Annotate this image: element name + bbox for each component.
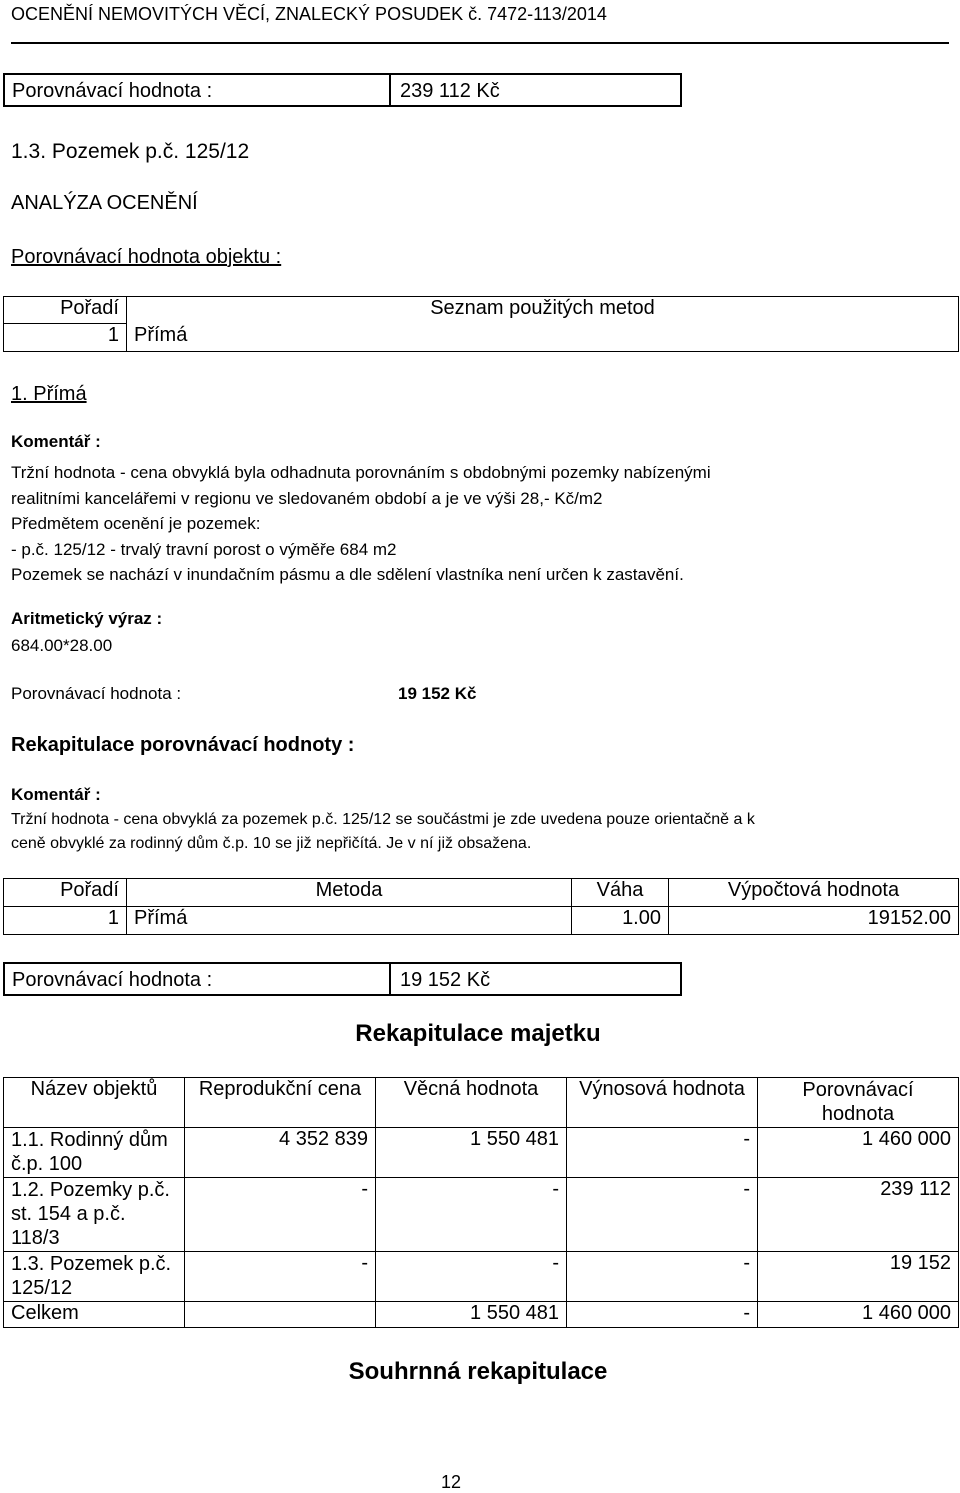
table-row [4, 1178, 959, 1252]
comment-line: realitními kancelářemi v regionu ve sledovaném období a je ve výši 28,- Kč/m2 [11, 488, 603, 508]
prop-total-repro [185, 1302, 376, 1328]
method-result-value: 19 152 Kč [398, 684, 477, 703]
methods-table [3, 296, 959, 352]
top-value-label: Porovnávací hodnota : [12, 80, 213, 102]
prop-row-vynos: - [567, 1252, 758, 1302]
top-value-amount: 239 112 Kč [400, 80, 500, 102]
prop-col-repro: Reprodukční cena [185, 1078, 376, 1128]
prop-col-vynos: Výnosová hodnota [567, 1078, 758, 1128]
table-row [4, 1252, 959, 1302]
recap-col-order: Pořadí [4, 879, 127, 907]
prop-total-vecna: 1 550 481 [376, 1302, 567, 1328]
recap-col-method: Metoda [127, 879, 572, 907]
prop-row-name: 1.1. Rodinný dům č.p. 100 [4, 1128, 185, 1178]
recap-heading: Rekapitulace porovnávací hodnoty : [11, 734, 355, 756]
recap-row-order: 1 [4, 907, 127, 935]
prop-total-vynos: - [567, 1302, 758, 1328]
table-row [4, 907, 959, 935]
prop-row-vecna: - [376, 1178, 567, 1252]
prop-total-porov: 1 460 000 [758, 1302, 959, 1328]
prop-row-vynos: - [567, 1128, 758, 1178]
prop-row-name: 1.2. Pozemky p.č. st. 154 a p.č. 118/3 [4, 1178, 185, 1252]
comment-line: Předmětem ocenění je pozemek: [11, 514, 261, 533]
expression-label: Aritmetický výraz : [11, 609, 163, 628]
method-heading: 1. Přímá [11, 383, 87, 405]
section-heading: 1.3. Pozemek p.č. 125/12 [11, 140, 250, 163]
prop-row-repro: - [185, 1252, 376, 1302]
prop-row-porov: 1 460 000 [758, 1128, 959, 1178]
prop-row-vecna: - [376, 1252, 567, 1302]
method-result-label: Porovnávací hodnota : [11, 684, 182, 703]
object-value-heading: Porovnávací hodnota objektu : [11, 246, 282, 268]
analysis-heading: ANALÝZA OCENĚNÍ [11, 192, 198, 214]
header-divider [11, 42, 949, 44]
property-recap-table [3, 1077, 959, 1328]
total-row [4, 1302, 959, 1328]
top-value-box [3, 73, 682, 107]
recap-row-method: Přímá [127, 907, 572, 935]
prop-row-repro: 4 352 839 [185, 1128, 376, 1178]
table-row [4, 1128, 959, 1178]
methods-col-order: Pořadí [4, 297, 127, 324]
methods-row-name: Přímá [127, 324, 959, 352]
methods-row-order: 1 [4, 324, 127, 352]
final-value-label: Porovnávací hodnota : [12, 969, 213, 991]
final-value-box [3, 962, 682, 996]
recap-table [3, 878, 959, 935]
recap-col-weight: Váha [572, 879, 669, 907]
prop-col-porov: Porovnávací hodnota [758, 1078, 959, 1128]
recap-comment-line: Tržní hodnota - cena obvyklá za pozemek p.č. 125/12 se součástmi je zde uvedena pouze orientačně a k [11, 811, 755, 828]
recap-comment-label: Komentář : [11, 785, 101, 804]
recap-comment-line: ceně obvyklé za rodinný dům č.p. 10 se již nepřičítá. Je v ní již obsažena. [11, 835, 532, 852]
expression-value: 684.00*28.00 [11, 636, 113, 655]
summary-heading: Souhrnná rekapitulace [348, 1358, 608, 1385]
comment-line: - p.č. 125/12 - trvalý travní porost o výměře 684 m2 [11, 539, 397, 559]
prop-row-name: 1.3. Pozemek p.č. 125/12 [4, 1252, 185, 1302]
property-recap-heading: Rekapitulace majetku [355, 1020, 601, 1047]
value-box-separator [389, 75, 391, 105]
prop-row-vecna: 1 550 481 [376, 1128, 567, 1178]
prop-total-name: Celkem [4, 1302, 185, 1328]
prop-row-porov: 19 152 [758, 1252, 959, 1302]
recap-col-value: Výpočtová hodnota [669, 879, 959, 907]
comment-line: Tržní hodnota - cena obvyklá byla odhadnuta porovnáním s obdobnými pozemky nabízenými [11, 463, 711, 482]
value-box-separator [389, 964, 391, 994]
prop-col-vecna: Věcná hodnota [376, 1078, 567, 1128]
methods-col-list: Seznam použitých metod [127, 297, 959, 324]
prop-row-porov: 239 112 [758, 1178, 959, 1252]
recap-row-weight: 1.00 [572, 907, 669, 935]
recap-comment [11, 808, 755, 856]
page-number: 12 [440, 1472, 462, 1492]
document-header: OCENĚNÍ NEMOVITÝCH VĚCÍ, ZNALECKÝ POSUDEK č. 7472-113/2014 [11, 4, 607, 24]
method-comment-label: Komentář : [11, 432, 101, 451]
prop-row-vynos: - [567, 1178, 758, 1252]
method-comment [11, 460, 711, 588]
prop-col-name: Název objektů [4, 1078, 185, 1128]
comment-line: Pozemek se nachází v inundačním pásmu a dle sdělení vlastníka není určen k zastavění. [11, 565, 684, 584]
recap-row-value: 19152.00 [669, 907, 959, 935]
prop-row-repro: - [185, 1178, 376, 1252]
final-value-amount: 19 152 Kč [400, 969, 491, 991]
